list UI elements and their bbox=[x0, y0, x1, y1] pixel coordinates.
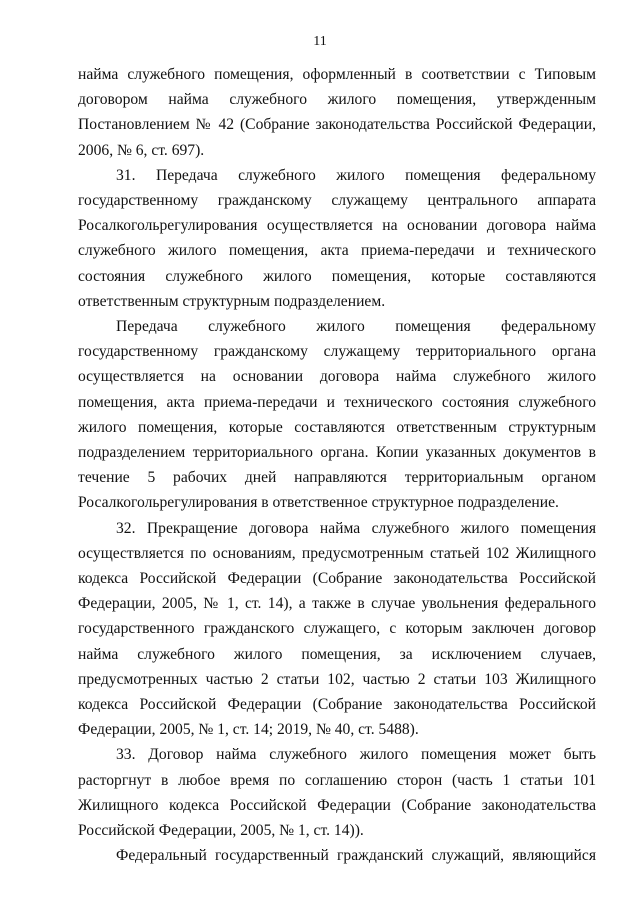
document-body bbox=[78, 62, 596, 869]
paragraph-continued-next-page: Федеральный государственный гражданский служащий, являющийся bbox=[116, 847, 596, 865]
paragraph-32: 32. Прекращение договора найма служебного жилого помещения осуществляется по основаниям, предусмотренным статьей 102 Жилищного кодекса Российской Федерации (Собрание законодательства Российской Федерации, 2005, № 1, ст. 14), а также в случае увольнения федерального государственного гражданского служащего, с которым заключен договор найма служебного жилого помещения, за исключением случаев, предусмотренных частью 2 статьи 102, частью 2 статьи 103 Жилищного кодекса Российской Федерации (Собрание законодательства Российской Федерации, 2005, № 1, ст. 14; 2019, № 40, ст. 5488). bbox=[78, 519, 596, 739]
paragraph-33: 33. Договор найма служебного жилого помещения может быть расторгнут в любое время по соглашению сторон (часть 1 статьи 101 Жилищного кодекса Российской Федерации (Собрание законодательства Российской Федерации, 2005, № 1, ст. 14)). bbox=[78, 746, 596, 840]
paragraph-continuation: найма служебного помещения, оформленный в соответствии с Типовым договором найма служебного жилого помещения, утвержденным Постановлением № 42 (Собрание законодательства Российской Федерации, 2006, № 6, ст. 697). bbox=[78, 66, 596, 159]
paragraph-31: 31. Передача служебного жилого помещения федеральному государственному гражданскому служащему центрального аппарата Росалкогольрегулирования осуществляется на основании договора найма служебного жилого помещения, акта приема-передачи и технического состояния служебного жилого помещения, которые составляются ответственным структурным подразделением. bbox=[78, 166, 596, 310]
paragraph-31-territorial: Передача служебного жилого помещения федеральному государственному гражданскому служащему территориального органа осуществляется на основании договора найма служебного жилого помещения, акта приема-передачи и технического состояния служебного жилого помещения, которые составляются ответственным структурным подразделением территориального органа. Копии указанных документов в течение 5 рабочих дней направляются территориальным органом Росалкогольрегулирования в ответственное структурное подразделение. bbox=[78, 318, 596, 512]
page-number: 11 bbox=[313, 34, 327, 49]
